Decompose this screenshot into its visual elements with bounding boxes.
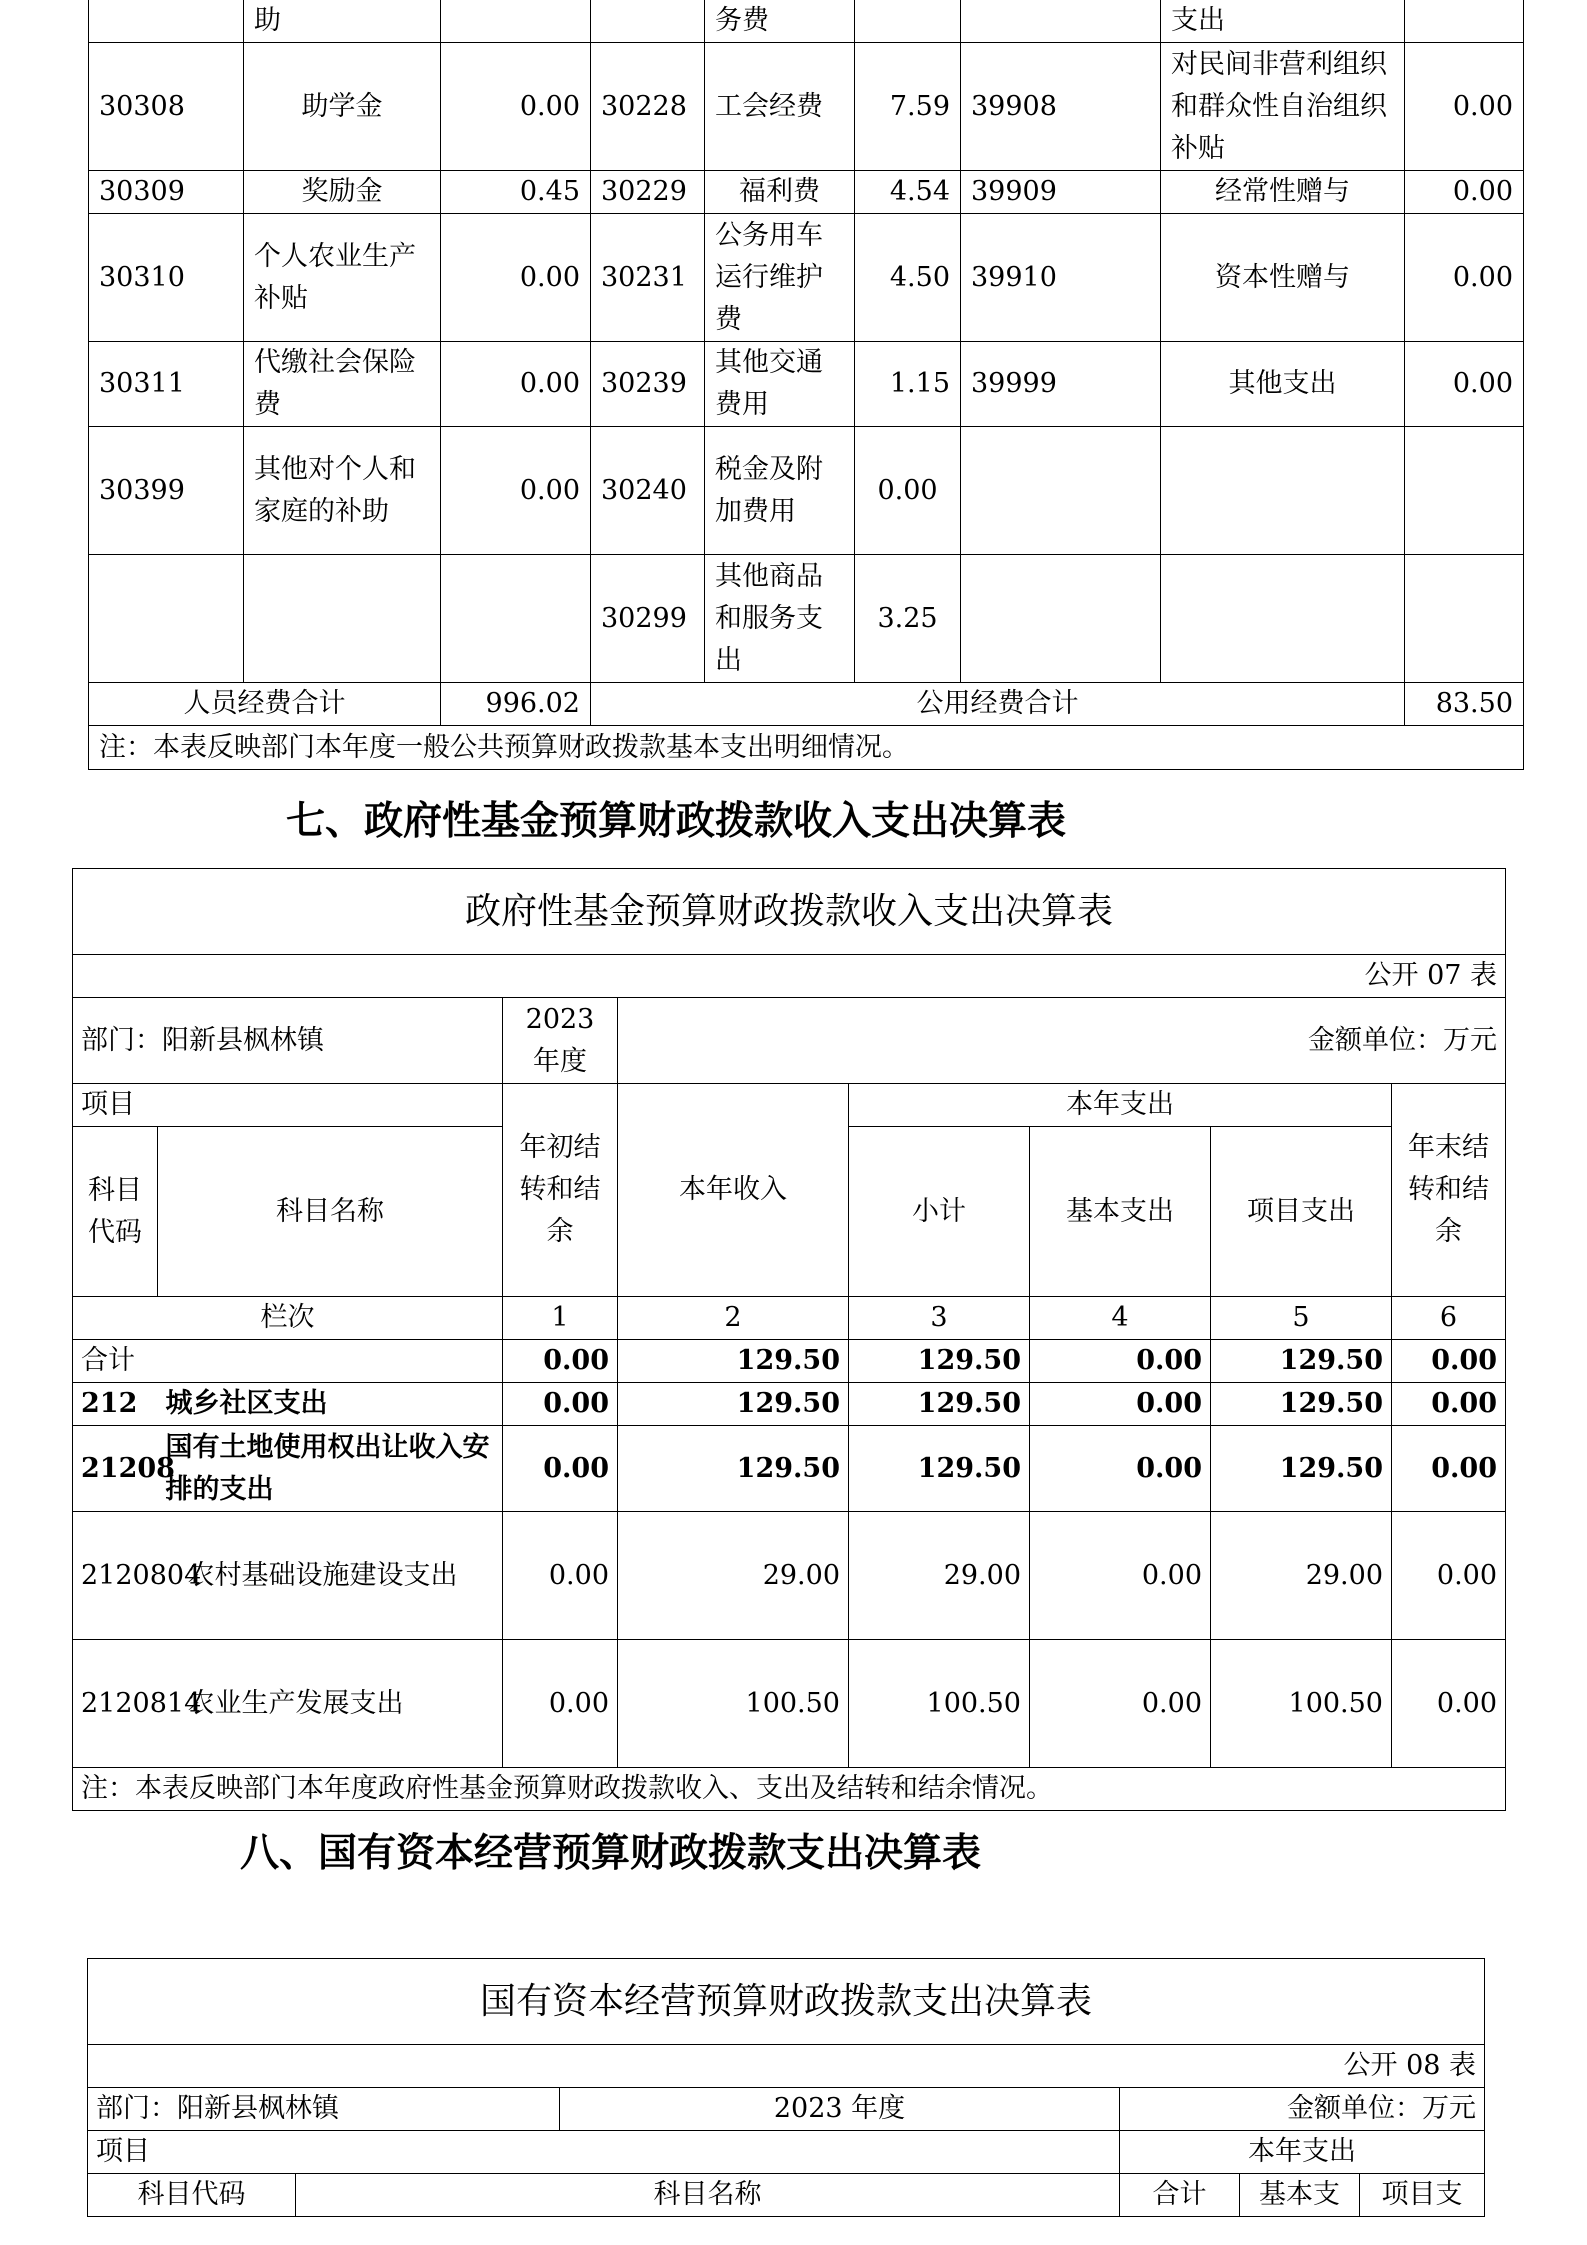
amount-cell: 4.54: [855, 171, 961, 214]
code-cell: 39999: [961, 342, 1161, 427]
year-label: 2023 年度: [503, 998, 618, 1084]
amount-cell: 7.59: [855, 43, 961, 171]
table-row: [89, 427, 1524, 555]
item-name: 农村基础设施建设支出: [158, 1512, 503, 1640]
header-expense: 本年支出: [849, 1084, 1392, 1127]
column-index: 3: [849, 1297, 1030, 1340]
department-label: 部门：阳新县枫林镇: [88, 2088, 560, 2131]
code-cell: 30240: [591, 427, 705, 555]
amount-cell: 0.00: [1030, 1512, 1211, 1640]
code-cell: [89, 555, 244, 683]
amount-cell: 0.00: [441, 214, 591, 342]
amount-cell: 0.00: [1392, 1383, 1506, 1426]
table-note: 注：本表反映部门本年度一般公共预算财政拨款基本支出明细情况。: [89, 726, 1524, 770]
header-income: 本年收入: [618, 1084, 849, 1297]
item-name: 经常性赠与: [1161, 171, 1405, 214]
amount-cell: 129.50: [618, 1340, 849, 1383]
amount-cell: 0.00: [1405, 171, 1524, 214]
table-row: [89, 0, 1524, 43]
code-cell: [961, 555, 1161, 683]
table-title: 国有资本经营预算财政拨款支出决算表: [88, 1959, 1485, 2045]
amount-cell: [1405, 427, 1524, 555]
item-name: 助学金: [244, 43, 441, 171]
header-name: 科目名称: [296, 2174, 1120, 2217]
table-row: [89, 214, 1524, 342]
table-number: 公开 07 表: [73, 955, 1506, 998]
amount-cell: 0.00: [1030, 1640, 1211, 1768]
code-cell: 2120814: [73, 1640, 158, 1768]
table-note: 注：本表反映部门本年度政府性基金预算财政拨款收入、支出及结转和结余情况。: [73, 1768, 1506, 1811]
header-project: 项目: [88, 2131, 1120, 2174]
section-heading: 八、国有资本经营预算财政拨款支出决算表: [240, 1831, 982, 1876]
amount-cell: 29.00: [849, 1512, 1030, 1640]
amount-cell: 100.50: [1211, 1640, 1392, 1768]
amount-cell: 0.00: [503, 1340, 618, 1383]
item-name: 个人农业生产补贴: [244, 214, 441, 342]
amount-cell: [1405, 555, 1524, 683]
table-row: [89, 171, 1524, 214]
amount-cell: 100.50: [618, 1640, 849, 1768]
header-name: 科目名称: [158, 1127, 503, 1297]
amount-cell: 0.00: [1405, 43, 1524, 171]
column-index: 4: [1030, 1297, 1211, 1340]
code-cell: 30310: [89, 214, 244, 342]
amount-cell: 29.00: [1211, 1512, 1392, 1640]
column-index: 2: [618, 1297, 849, 1340]
amount-cell: 129.50: [1211, 1383, 1392, 1426]
amount-cell: 129.50: [1211, 1340, 1392, 1383]
table-title: 政府性基金预算财政拨款收入支出决算表: [73, 869, 1506, 955]
code-cell: 30231: [591, 214, 705, 342]
amount-cell: 0.00: [1392, 1426, 1506, 1512]
table-number: 公开 08 表: [88, 2045, 1485, 2088]
item-name: 农业生产发展支出: [158, 1640, 503, 1768]
column-index-label: 栏次: [73, 1297, 503, 1340]
amount-cell: 0.00: [1030, 1426, 1211, 1512]
table-row: [73, 1512, 1506, 1640]
code-cell: [961, 427, 1161, 555]
item-name: 对民间非营利组织和群众性自治组织补贴: [1161, 43, 1405, 171]
code-cell: 21208: [73, 1426, 158, 1512]
note-row: [89, 726, 1524, 770]
item-name: [1161, 555, 1405, 683]
header-basic: 基本支: [1240, 2174, 1360, 2217]
header-total: 合计: [1120, 2174, 1240, 2217]
item-name: 公务用车运行维护费: [705, 214, 855, 342]
item-name: 税金及附加费用: [705, 427, 855, 555]
gov-fund-table: [72, 868, 1506, 1811]
item-name: 奖励金: [244, 171, 441, 214]
code-cell: 30311: [89, 342, 244, 427]
table-row: [89, 43, 1524, 171]
amount-cell: 129.50: [618, 1383, 849, 1426]
basic-expense-detail-table: [88, 0, 1524, 770]
amount-cell: 0.00: [503, 1383, 618, 1426]
header-end-balance: 年末结转和结余: [1392, 1084, 1506, 1297]
item-name: 国有土地使用权出让收入安排的支出: [158, 1426, 503, 1512]
column-index: 5: [1211, 1297, 1392, 1340]
unit-label: 金额单位：万元: [618, 998, 1506, 1084]
totals-row: [89, 683, 1524, 726]
item-name: 代缴社会保险费: [244, 342, 441, 427]
amount-cell: 0.00: [441, 342, 591, 427]
note-row: [73, 1768, 1506, 1811]
header-project-exp: 项目支: [1360, 2174, 1485, 2217]
header-project: 项目: [73, 1084, 503, 1127]
header-code: 科目代码: [88, 2174, 296, 2217]
amount-cell: 0.00: [441, 43, 591, 171]
amount-cell: 0.00: [503, 1512, 618, 1640]
header-project-exp: 项目支出: [1211, 1127, 1392, 1297]
item-name: [244, 555, 441, 683]
amount-cell: 129.50: [618, 1426, 849, 1512]
section-heading: 七、政府性基金预算财政拨款收入支出决算表: [286, 799, 1067, 844]
state-capital-table: [87, 1958, 1485, 2217]
amount-cell: 0.00: [1392, 1340, 1506, 1383]
code-cell: 30299: [591, 555, 705, 683]
amount-cell: 0.00: [503, 1640, 618, 1768]
item-name: 其他交通费用: [705, 342, 855, 427]
item-name: [1161, 427, 1405, 555]
item-name: 其他支出: [1161, 342, 1405, 427]
item-name: 资本性赠与: [1161, 214, 1405, 342]
amount-cell: 29.00: [618, 1512, 849, 1640]
code-cell: 39908: [961, 43, 1161, 171]
amount-cell: [441, 555, 591, 683]
amount-cell: 0.00: [1392, 1640, 1506, 1768]
item-name: 城乡社区支出: [158, 1383, 503, 1426]
amount-cell: 4.50: [855, 214, 961, 342]
header-begin-balance: 年初结转和结余: [503, 1084, 618, 1297]
table-row: [73, 1426, 1506, 1512]
public-total-value: 83.50: [1405, 683, 1524, 726]
header-basic: 基本支出: [1030, 1127, 1211, 1297]
amount-cell: 129.50: [849, 1340, 1030, 1383]
column-index: 1: [503, 1297, 618, 1340]
table-row: [89, 555, 1524, 683]
totals-row: [73, 1340, 1506, 1383]
personnel-total-label: 人员经费合计: [89, 683, 441, 726]
header-expense: 本年支出: [1120, 2131, 1485, 2174]
column-index: 6: [1392, 1297, 1506, 1340]
table-row: [73, 1640, 1506, 1768]
amount-cell: 0.00: [855, 427, 961, 555]
item-name: 其他对个人和家庭的补助: [244, 427, 441, 555]
year-label: 2023 年度: [560, 2088, 1120, 2131]
amount-cell: 0.00: [503, 1426, 618, 1512]
table-row: [73, 1383, 1506, 1426]
item-name: 其他商品和服务支出: [705, 555, 855, 683]
code-cell: 30309: [89, 171, 244, 214]
amount-cell: 129.50: [849, 1426, 1030, 1512]
code-cell: 2120804: [73, 1512, 158, 1640]
unit-label: 金额单位：万元: [1120, 2088, 1485, 2131]
amount-cell: 100.50: [849, 1640, 1030, 1768]
department-label: 部门：阳新县枫林镇: [73, 998, 503, 1084]
personnel-total-value: 996.02: [441, 683, 591, 726]
code-cell: 30228: [591, 43, 705, 171]
item-name: 工会经费: [705, 43, 855, 171]
amount-cell: 129.50: [849, 1383, 1030, 1426]
code-cell: 39910: [961, 214, 1161, 342]
item-name: 务费: [705, 0, 855, 43]
code-cell: 30399: [89, 427, 244, 555]
item-name: 福利费: [705, 171, 855, 214]
header-code: 科目代码: [73, 1127, 158, 1297]
amount-cell: 0.00: [441, 427, 591, 555]
code-cell: 30229: [591, 171, 705, 214]
table-row: [89, 342, 1524, 427]
code-cell: 30239: [591, 342, 705, 427]
amount-cell: 3.25: [855, 555, 961, 683]
amount-cell: 0.00: [1030, 1383, 1211, 1426]
amount-cell: 0.00: [1405, 214, 1524, 342]
amount-cell: 0.00: [1030, 1340, 1211, 1383]
amount-cell: 0.00: [1392, 1512, 1506, 1640]
header-subtotal: 小计: [849, 1127, 1030, 1297]
public-total-label: 公用经费合计: [591, 683, 1405, 726]
amount-cell: 0.00: [1405, 342, 1524, 427]
item-name: 助: [244, 0, 441, 43]
amount-cell: 1.15: [855, 342, 961, 427]
code-cell: 39909: [961, 171, 1161, 214]
amount-cell: 0.45: [441, 171, 591, 214]
code-cell: 212: [73, 1383, 158, 1426]
amount-cell: 129.50: [1211, 1426, 1392, 1512]
item-name: 支出: [1161, 0, 1405, 43]
total-label: 合计: [73, 1340, 503, 1383]
code-cell: 30308: [89, 43, 244, 171]
